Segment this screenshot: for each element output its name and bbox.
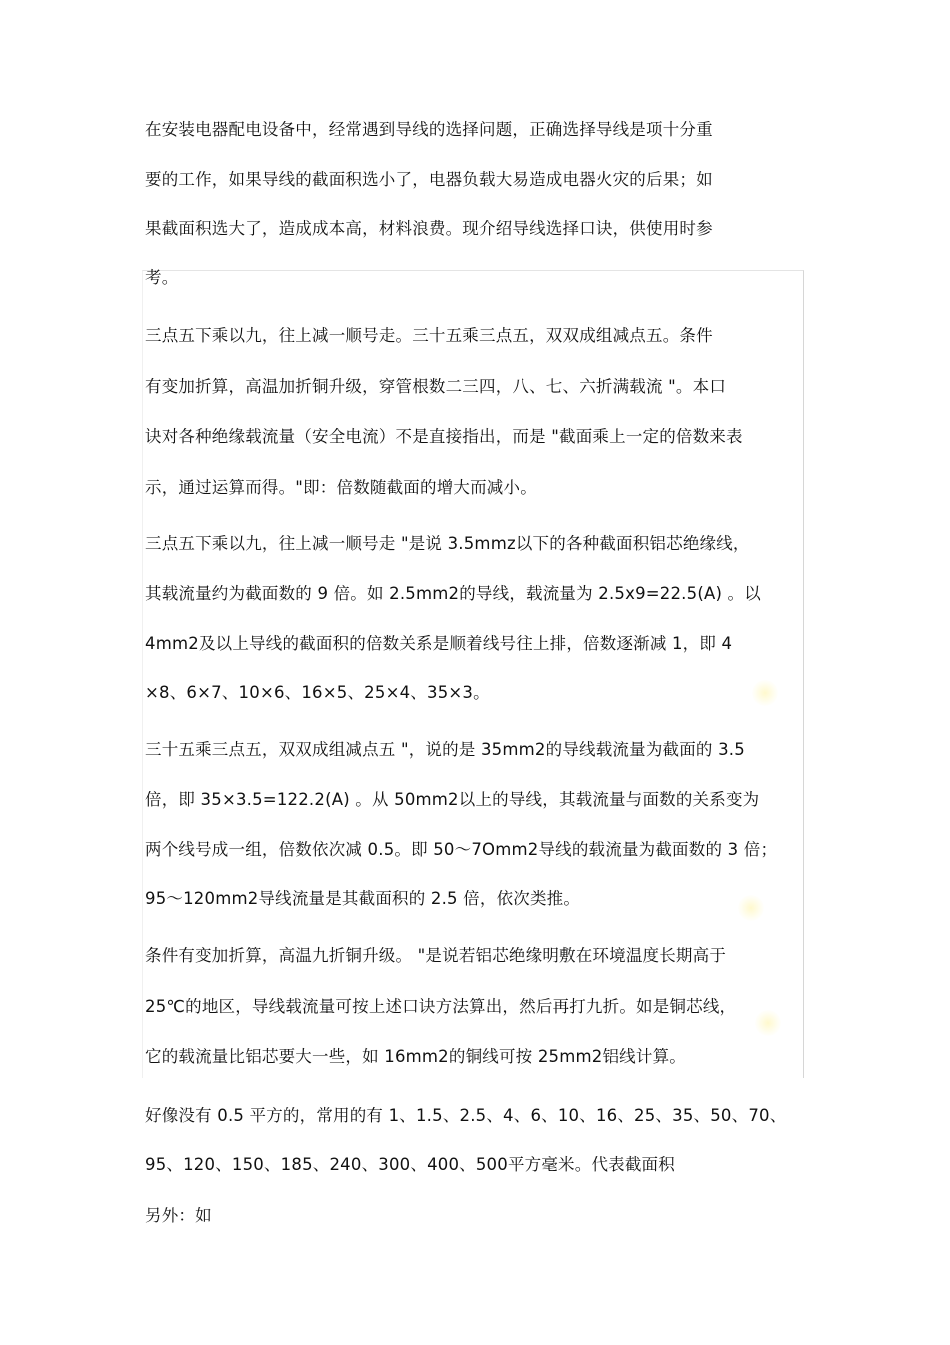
text-line: 在安装电器配电设备中，经常遇到导线的选择问题，正确选择导线是项十分重 — [145, 120, 713, 139]
text-line: 要的工作，如果导线的截面积选小了，电器负载大易造成电器火灾的后果；如 — [145, 170, 713, 189]
watermark-dot — [752, 680, 778, 706]
text-line: 果截面积选大了，造成成本高，材料浪费。现介绍导线选择口诀，供使用时参 — [145, 219, 713, 238]
text-line: 95～120mm2导线流量是其截面积的 2.5 倍，依次类推。 — [145, 889, 581, 908]
text-line: 其载流量约为截面数的 9 倍。如 2.5mm2的导线，载流量为 2.5x9=22.5(A) 。以 — [145, 584, 761, 603]
text-line: 条件有变加折算，高温九折铜升级。 "是说若铝芯绝缘明敷在环境温度长期高于 — [145, 946, 727, 965]
text-line: 三点五下乘以九，往上减一顺号走 "是说 3.5mmz以下的各种截面积铝芯绝缘线， — [145, 534, 750, 553]
text-line: 考。 — [145, 268, 179, 287]
watermark-dot — [755, 1010, 781, 1036]
text-line: 好像没有 0.5 平方的，常用的有 1、1.5、2.5、4、6、10、16、25、35、50、70、 — [145, 1106, 787, 1125]
text-line: 有变加折算，高温加折铜升级，穿管根数二三四，八、七、六折满载流 "。本口 — [145, 377, 727, 396]
text-line: 4mm2及以上导线的截面积的倍数关系是顺着线号往上排，倍数逐渐减 1，即 4 — [145, 634, 733, 653]
text-line: 95、120、150、185、240、300、400、500平方毫米。代表截面积 — [145, 1155, 675, 1174]
text-line: 三十五乘三点五，双双成组减点五 "，说的是 35mm2的导线载流量为截面的 3.5 — [145, 740, 745, 759]
text-line: 它的载流量比铝芯要大一些，如 16mm2的铜线可按 25mm2铝线计算。 — [145, 1047, 686, 1066]
text-line: 两个线号成一组，倍数依次减 0.5。即 50～7Omm2导线的载流量为截面数的 3 倍； — [145, 840, 778, 859]
text-line: 另外：如 — [145, 1206, 212, 1225]
watermark-dot — [738, 895, 764, 921]
text-line: 倍，即 35×3.5=122.2(A) 。从 50mm2以上的导线，其载流量与面数的关系变为 — [145, 790, 760, 809]
text-line: 25℃的地区，导线载流量可按上述口诀方法算出，然后再打九折。如是铜芯线， — [145, 997, 737, 1016]
text-line: 三点五下乘以九，往上减一顺号走。三十五乘三点五，双双成组减点五。条件 — [145, 326, 713, 345]
text-line: 诀对各种绝缘载流量（安全电流）不是直接指出，而是 "截面乘上一定的倍数来表 — [145, 427, 743, 446]
text-line: 示，通过运算而得。"即：倍数随截面的增大而减小。 — [145, 478, 537, 497]
text-line: ×8、6×7、10×6、16×5、25×4、35×3。 — [145, 683, 490, 702]
